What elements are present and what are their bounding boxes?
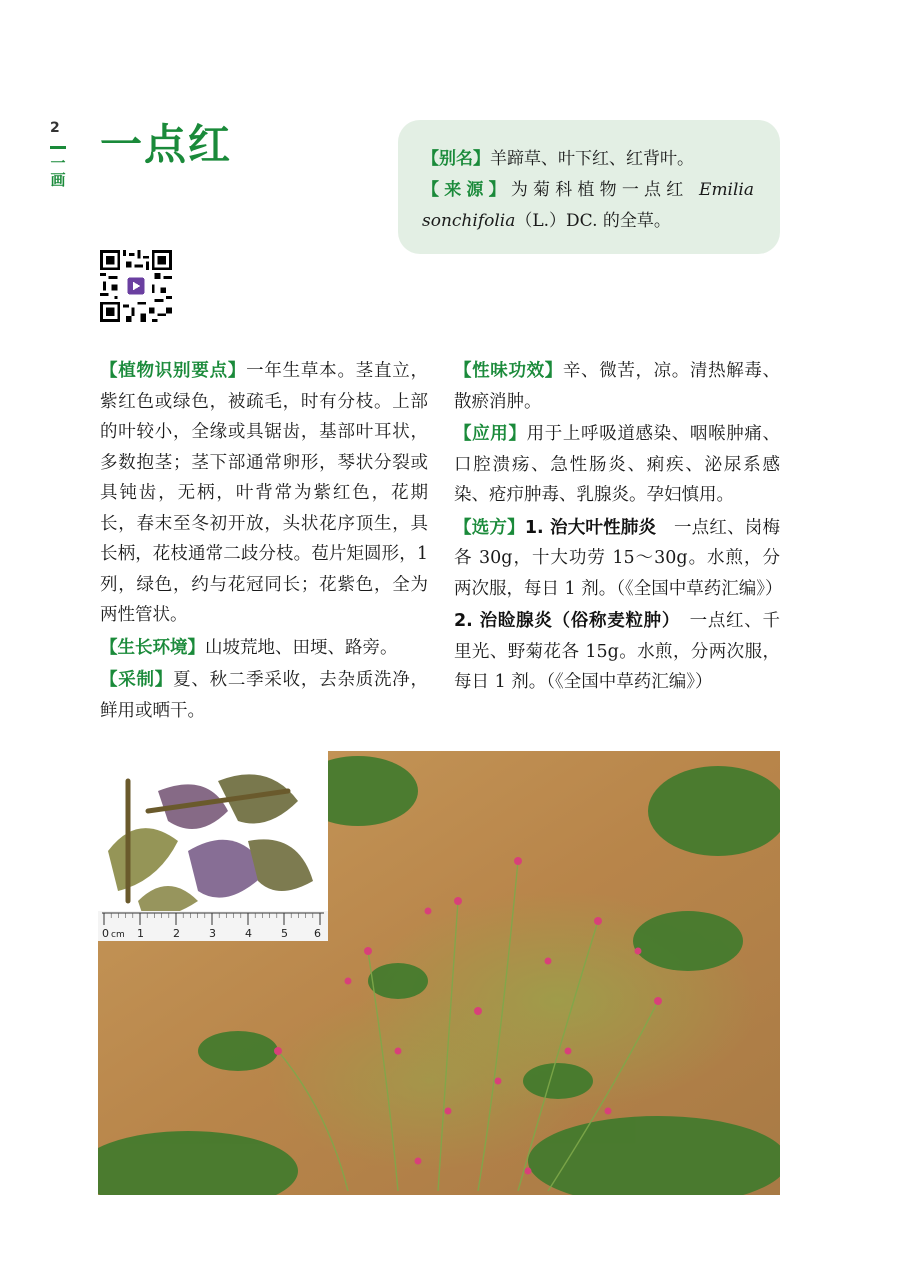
source-text: 为菊科植物一点红	[510, 180, 700, 200]
page-number: 2	[50, 120, 60, 136]
tab-bar	[50, 146, 66, 149]
identification-text: 一年生草本。茎直立，紫红色或绿色，被疏毛，时有分枝。上部的叶较小，全缘或具锯齿，基部叶耳状，多数抱茎；茎下部通常卵形，琴状分裂或具钝齿，无柄，叶背常为紫红色，花期长，春末至冬初开放，头状花序顶生，具长柄，花枝通常二歧分枝。苞片矩圆形，1列，绿色，约与花冠同长；花紫色，全为两性管状。	[100, 361, 429, 625]
qr-code-icon[interactable]	[100, 250, 172, 322]
ruler-label-1: 1	[137, 927, 144, 940]
left-column	[100, 356, 428, 728]
source-latin-name: Emilia sonchifolia	[422, 180, 755, 231]
source-author: （L.）DC. 的全草。	[515, 211, 671, 231]
prescription-2-heading: 2. 治睑腺炎（俗称麦粒肿）	[454, 611, 672, 631]
stroke-tab-label: 一画	[48, 155, 67, 189]
ruler-label-2: 2	[173, 927, 180, 940]
prescription-1-text: 一点红、岗梅各 30g，十大功劳 15～30g。水煎，分两次服，每日 1 剂。（《全国中草药汇编》）	[454, 517, 783, 599]
right-column	[454, 356, 783, 700]
usage-text: 用于上呼吸道感染、咽喉肿痛、口腔溃疡、急性肠炎、痢疾、泌尿系感染、疮疖肿毒、乳腺炎。孕妇慎用。	[454, 424, 781, 505]
entry-title: 一点红	[100, 120, 233, 169]
habitat-text: 山坡荒地、田埂、路旁。	[205, 637, 398, 658]
dried-herb-illustration	[98, 751, 328, 941]
usage-tag: 应用	[472, 424, 509, 444]
ruler-label-3: 3	[209, 927, 216, 940]
properties-text: 辛、微苦，凉。清热解毒、散瘀消肿。	[454, 361, 781, 412]
harvest-text: 夏、秋二季采收，去杂质洗净，鲜用或晒干。	[100, 670, 429, 721]
prescription-1-heading: 1. 治大叶性肺炎	[524, 517, 657, 538]
alias-line: 【别名】羊蹄草、叶下红、红背叶。	[422, 149, 694, 169]
prescription-2-text: 一点红、千里光、野菊花各 15g。水煎，分两次服，每日 1 剂。（《全国中草药汇编》）	[454, 611, 781, 692]
properties-tag: 性味功效	[472, 361, 545, 381]
prescriptions-tag: 选方	[471, 517, 508, 538]
ruler-unit: cm	[111, 930, 125, 940]
identification-paragraph: 【植物识别要点】一年生草本。茎直立，紫红色或绿色，被疏毛，时有分枝。上部的叶较小，全缘或具锯齿，基部叶耳状，多数抱茎；茎下部通常卵形，琴状分裂或具钝齿，无柄，叶背常为紫红色，花期长，春末至冬初开放，头状花序顶生，具长柄，花枝通常二歧分枝。苞片矩圆形，1列，绿色，约与花冠同长；花紫色，全为两性管状。	[100, 361, 429, 625]
prescription-1: 【选方】1. 治大叶性肺炎 一点红、岗梅各 30g，十大功劳 15～30g。水煎，分两次服，每日 1 剂。（《全国中草药汇编》）	[454, 517, 783, 599]
usage-paragraph: 【应用】用于上呼吸道感染、咽喉肿痛、口腔溃疡、急性肠炎、痢疾、泌尿系感染、疮疖肿毒、乳腺炎。孕妇慎用。	[454, 424, 781, 505]
habitat-paragraph: 【生长环境】山坡荒地、田埂、路旁。	[100, 637, 398, 658]
ruler-label-6: 6	[314, 927, 321, 940]
source-line: 【来源】为菊科植物一点红 Emilia sonchifolia（L.）DC. 的全草。	[422, 180, 755, 231]
properties-paragraph: 【性味功效】辛、微苦，凉。清热解毒、散瘀消肿。	[454, 361, 781, 412]
source-tag: 来源	[444, 180, 489, 200]
identification-tag: 植物识别要点	[118, 361, 228, 381]
ruler-label-0: 0	[102, 927, 109, 940]
alias-text: 羊蹄草、叶下红、红背叶。	[490, 149, 694, 169]
alias-tag: 别名	[439, 149, 473, 169]
ruler-label-5: 5	[281, 927, 288, 940]
dried-herb-inset	[98, 751, 328, 941]
stroke-count-tab	[47, 146, 69, 189]
harvest-tag: 采制	[118, 670, 155, 690]
ruler-label-4: 4	[245, 927, 252, 940]
harvest-paragraph: 【采制】夏、秋二季采收，去杂质洗净，鲜用或晒干。	[100, 670, 429, 721]
prescription-2	[454, 606, 780, 698]
habitat-tag: 生长环境	[117, 637, 188, 658]
alias-source-box	[398, 120, 780, 254]
